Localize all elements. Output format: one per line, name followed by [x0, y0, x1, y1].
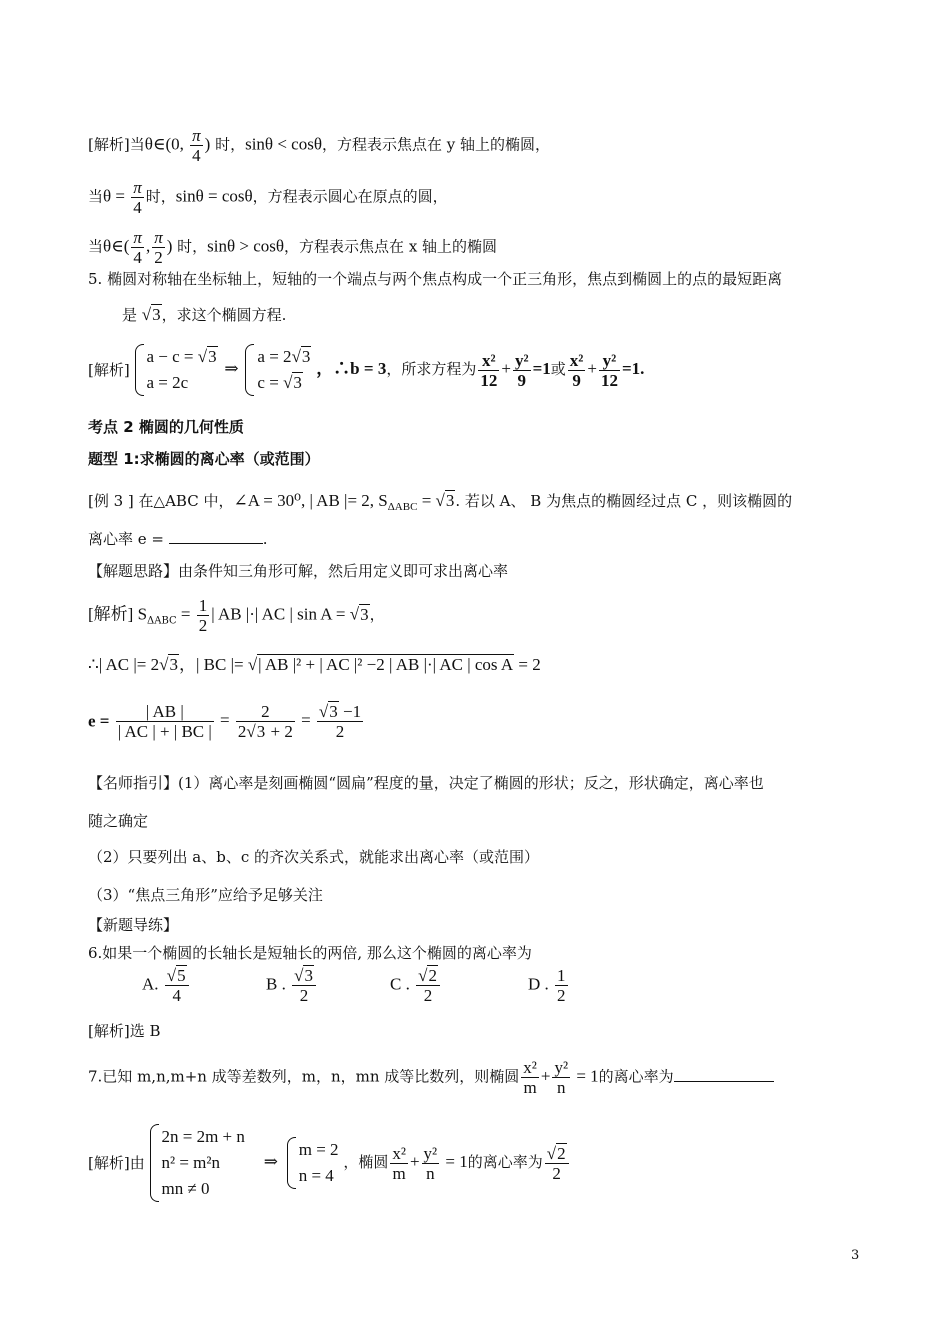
teacher-tip-1-cont: 随之确定 — [88, 812, 149, 830]
solution-line-1 — [88, 126, 550, 165]
page-number: 3 — [851, 1248, 860, 1263]
option-d[interactable]: D . $\frac{1}{2}$ — [528, 966, 566, 1005]
math-text: ) — [204, 134, 211, 154]
fraction: $\frac{\pi}{4}$ — [133, 228, 142, 267]
example-3-cont: 离心率 e = . — [88, 530, 268, 548]
solution-5: [解析] a − c = √3 a = 2c ⇒ a = 2√3 c = √3 ，∴b = 3，所求方程为 $\frac{\text{x²}}{12}$ + $\frac{\text{y²}}{9}$ =1或 $\frac{\text{x²}}{9}$ + $\frac{\text{y²}}{12}$ =1. — [88, 344, 644, 396]
equation-system: m = 2 n = 4 — [287, 1137, 339, 1189]
fraction: $\frac{\pi}{4}$ — [192, 126, 201, 165]
example-3: [例 3 ] 在△ABC 中，∠A = 30⁰, | AB |= 2, $S_{\Delta ABC} = √3$. 若以 A、 B 为焦点的椭圆经过点 C ，则该椭圆的 — [88, 491, 793, 513]
math-text: θ∈(0, — [144, 134, 189, 154]
label-text: [解析]当 — [88, 135, 145, 154]
solution-line-2 — [88, 178, 448, 217]
question-7: 7.已知 m,n,m+n 成等差数列，m，n，mn 成等比数列，则椭圆 $\frac{\text{x²}}{m}$ + $\frac{\text{y²}}{n}$ = 1的离心率为 — [88, 1058, 774, 1097]
teacher-tip-1: 【名师指引】(1）离心率是刻画椭圆“圆扁”程度的量，决定了椭圆的形状；反之，形状确定，离心率也 — [88, 774, 764, 792]
solution-step-2: ∴| AC |= 2√3，| BC |= √| AB |² + | AC |² −2 | AB |·| AC | cos A = 2 — [88, 655, 541, 674]
math-text: θ∈( — [103, 236, 130, 256]
equation-system: a − c = √3 a = 2c — [135, 344, 218, 396]
equation-system: a = 2√3 c = √3 — [245, 344, 311, 396]
solution-7: [解析]由 2n = 2m + n n² = m²n mn ≠ 0 ⇒ m = 2 n = 4 ，椭圆 $\frac{\text{x²}}{m}$ + $\frac{\text{y²}}{n}$ = 1的离心率为 $\frac{√2}{2}$ — [88, 1124, 571, 1202]
option-a[interactable]: A. $\frac{√5}{4}$ — [142, 966, 266, 1005]
text: 当 — [88, 187, 104, 206]
question-5: 5. 椭圆对称轴在坐标轴上，短轴的一个端点与两个焦点构成一个正三角形，焦点到椭圆上的点的最短距离 — [88, 270, 783, 288]
question-6: 6.如果一个椭圆的长轴长是短轴长的两倍, 那么这个椭圆的离心率为 — [88, 944, 532, 962]
subsection-heading: 题型 1:求椭圆的离心率（或范围） — [88, 450, 320, 468]
solution-step-3: e = $\frac{| AB |}{| AC | + | BC |}$ = $\frac{2}{2√3 + 2}$ = $\frac{√3 -1}{2}$ — [88, 702, 362, 741]
text: ，方程表示圆心在原点的圆， — [252, 187, 448, 206]
question-6-options — [142, 966, 570, 1005]
math-text: sinθ = cosθ — [175, 186, 253, 206]
teacher-tip-3: （3）“焦点三角形”应给予足够关注 — [88, 886, 323, 904]
teacher-tip-2: （2）只要列出 a、b、c 的齐次关系式，就能求出离心率（或范围） — [88, 848, 540, 866]
section-heading: 考点 2 椭圆的几何性质 — [88, 418, 244, 436]
text: 当 — [88, 237, 104, 256]
fraction: $\frac{\pi}{2}$ — [154, 228, 163, 267]
solution-idea: 【解题思路】由条件知三角形可解，然后用定义即可求出离心率 — [88, 562, 509, 580]
solution-step-1: [解析] $S_{\Delta ABC}$ = $\frac{1}{2}$ | AB |·| AC | sin A = √3， — [88, 596, 385, 635]
text: ，方程表示焦点在 x 轴上的椭圆 — [284, 237, 498, 256]
text: 时， — [210, 135, 246, 154]
option-c[interactable]: C . $\frac{√2}{2}$ — [390, 966, 528, 1005]
math-text: θ = — [103, 186, 130, 206]
equation-system: 2n = 2m + n n² = m²n mn ≠ 0 — [150, 1124, 245, 1202]
question-6-answer: [解析]选 B — [88, 1022, 161, 1040]
math-text: sinθ > cosθ — [207, 236, 285, 256]
option-b[interactable]: B . $\frac{√3}{2}$ — [266, 966, 390, 1005]
text: 时， — [172, 237, 208, 256]
practice-heading: 【新题导练】 — [88, 916, 179, 934]
fraction: $\frac{\pi}{4}$ — [133, 178, 142, 217]
math-text: sinθ < cosθ — [245, 134, 322, 154]
text: 时， — [145, 187, 176, 206]
solution-line-3: 当θ∈( $\frac{\pi}{4}$ , $\frac{\pi}{2}$ ) 时，sinθ > cosθ，方程表示焦点在 x 轴上的椭圆 — [88, 228, 498, 267]
question-5-cont: 是 √3，求这个椭圆方程. — [122, 305, 287, 324]
text: ，方程表示焦点在 y 轴上的椭圆， — [321, 135, 550, 154]
